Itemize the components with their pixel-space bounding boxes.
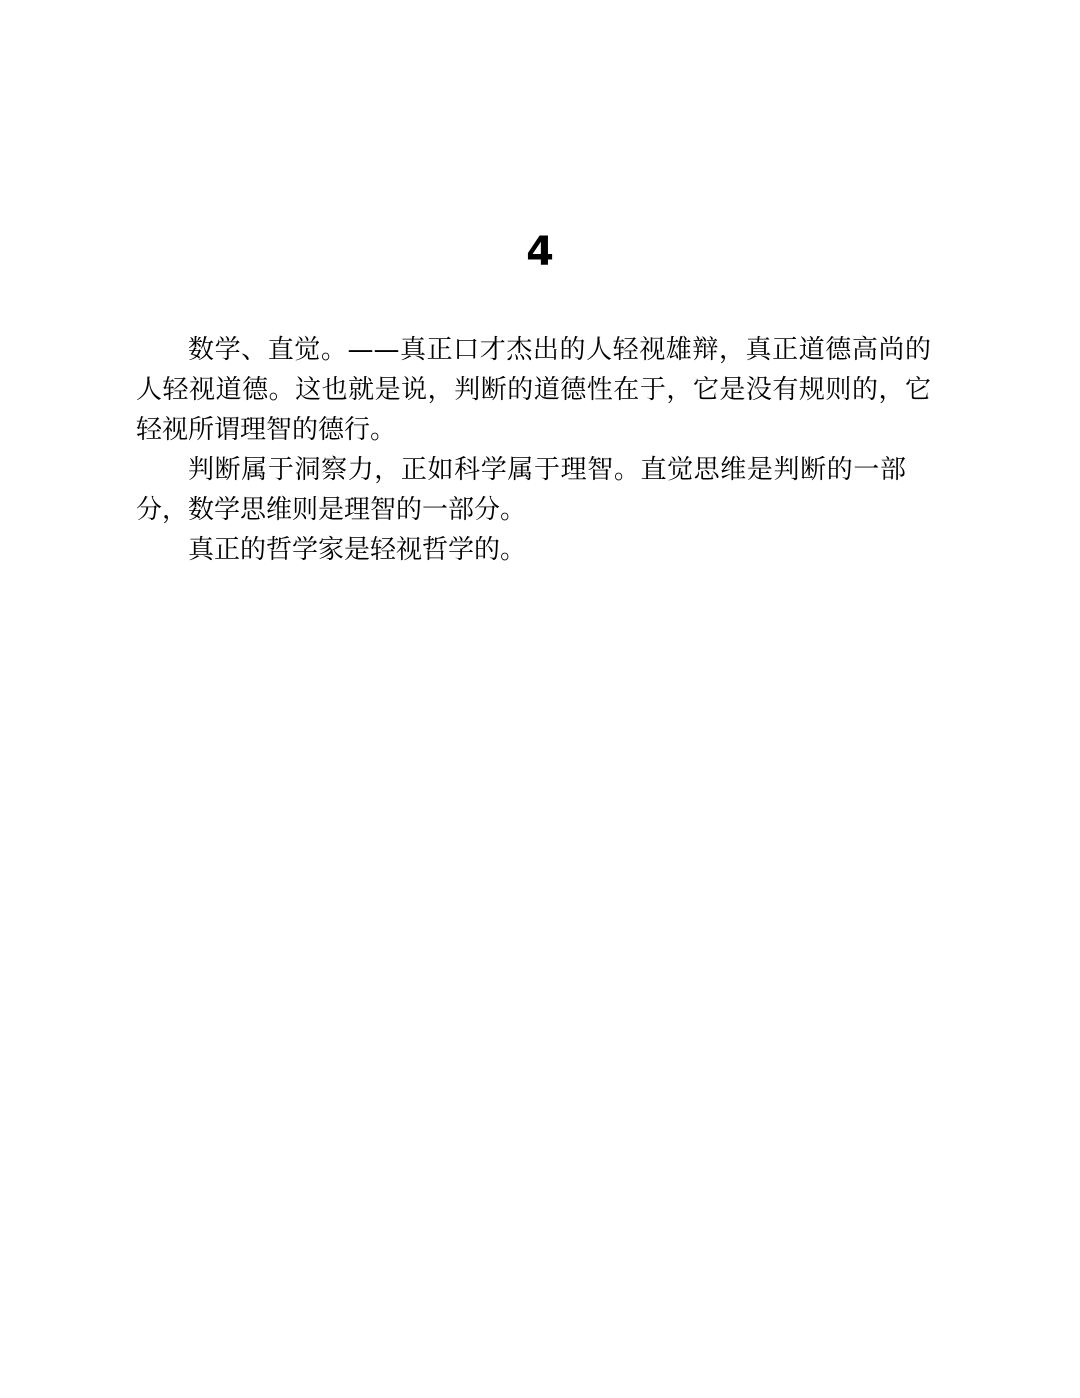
body-text — [136, 330, 936, 570]
paragraph-1: 数学、直觉。——真正口才杰出的人轻视雄辩，真正道德高尚的人轻视道德。这也就是说，判断的道德性在于，它是没有规则的，它轻视所谓理智的德行。 — [136, 335, 931, 445]
paragraph-2: 判断属于洞察力，正如科学属于理智。直觉思维是判断的一部分，数学思维则是理智的一部分。 — [136, 455, 906, 525]
chapter-number: 4 — [526, 229, 554, 275]
paragraph-3: 真正的哲学家是轻视哲学的。 — [188, 535, 527, 565]
